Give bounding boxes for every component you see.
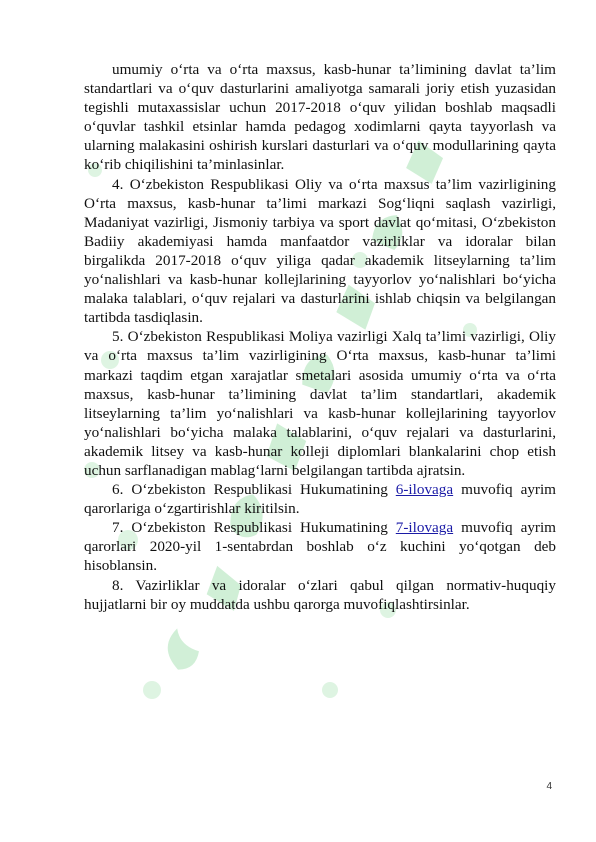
page-number: 4: [546, 781, 552, 792]
item-7-text-before: 7. O‘zbekiston Respublikasi Hukumatining: [112, 519, 396, 537]
item-7-text-after: muvofiq ayrim qarorlari 2020-yil 1-sentabrdan boshlab o‘z kuchini yo‘qotgan deb hisoblansin.: [84, 519, 556, 575]
item-6-text-after: muvofiq ayrim qarorlariga o‘zgartirishlar kiritilsin.: [84, 481, 556, 518]
paragraph-item-7: [84, 518, 556, 575]
paragraph-continuation: umumiy o‘rta va o‘rta maxsus, kasb-hunar ta’limining davlat ta’lim standartlari va o‘quv dasturlarini amaliyotga samarali joriy etish yuzasidan tegishli mutaxassislar uchun 2017-2018 o‘quv yilidan boshlab maqsadli o‘quvlar tashkil etsinlar hamda pedagog xodimlarni qayta tayyorlash va ularning malakasini oshirish kurslari dasturlari va o‘quv modullarining qayta ko‘rib chiqilishini ta’minlasinlar.: [84, 61, 556, 174]
paragraph-item-8: 8. Vazirliklar va idoralar o‘zlari qabul qilgan normativ-huquqiy hujjatlarni bir oy muddatda ushbu qarorga muvofiqlashtirsinlar.: [84, 576, 556, 613]
item-6-text-before: 6. O‘zbekiston Respublikasi Hukumatining: [112, 481, 396, 499]
annex-7-link[interactable]: 7-ilovaga: [395, 519, 454, 537]
annex-6-link[interactable]: 6-ilovaga: [395, 481, 454, 499]
paragraph-item-5: 5. O‘zbekiston Respublikasi Moliya vazirligi Xalq ta’limi vazirligi, Oliy va o‘rta maxsus ta’lim vazirligining O‘rta maxsus, kasb-hunar ta’limi markazi taqdim etgan xarajatlar smetalari asosida umumiy o‘rta va o‘rta maxsus, kasb-hunar ta’limining davlat ta’lim standartlari, akademik litseylarning ta’lim yo‘nalishlari va kasb-hunar kollejlarining tayyorlov yo‘nalishlari bo‘yicha malaka talablarini, o‘quv rejalari va dasturlarini, akademik litsey va kasb-hunar kolleji diplomlari blankalarini chop etish uchun sarflanadigan mablag‘larni belgilangan tartibda ajratsin.: [84, 328, 556, 479]
paragraph-item-6: [84, 480, 556, 518]
document-body: [84, 60, 556, 614]
paragraph-item-4: 4. O‘zbekiston Respublikasi Oliy va o‘rta maxsus ta’lim vazirligining O‘rta maxsus, kasb-hunar ta’limi markazi Sog‘liqni saqlash vazirligi, Madaniyat vazirligi, Jismoniy tarbiya va sport davlat qo‘mitasi, O‘zbekiston Badiiy akademiyasi hamda manfaatdor vazirliklar va idoralar bilan birgalikda 2017-2018 o‘quv yiliga qadar akademik litseylarning ta’lim yo‘nalishlari va kasb-hunar kollejlarining tayyorlov yo‘nalishlari bo‘yicha malaka talablari, o‘quv rejalari va dasturlarini ishlab chiqsin va belgilangan tartibda tasdiqlasin.: [84, 175, 556, 327]
